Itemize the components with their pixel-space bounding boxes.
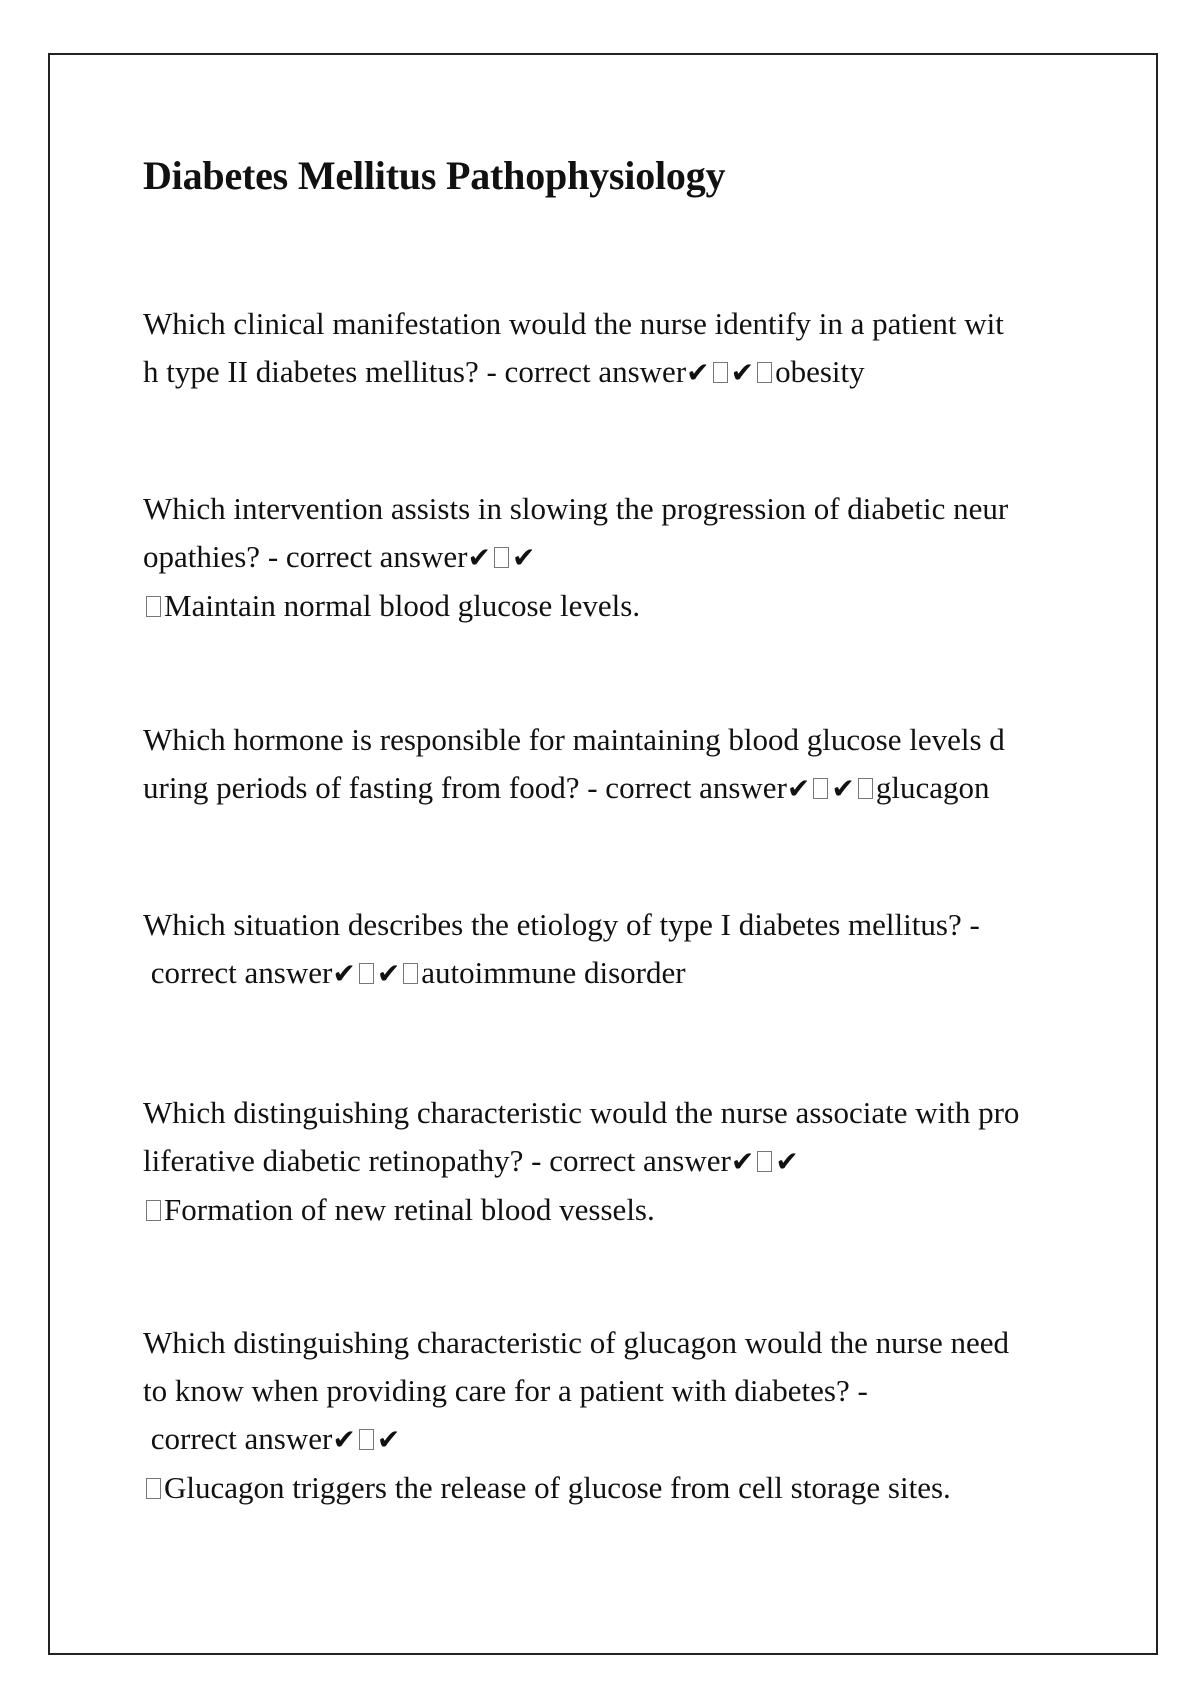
qa-text: Which hormone is responsible for maintaining blood glucose levels d [143, 722, 1005, 757]
qa-item-6 [143, 1319, 1063, 1512]
answer-text: obesity [775, 354, 865, 389]
qa-text: Glucagon triggers the release of glucose from cell storage sites. [164, 1470, 951, 1505]
placeholder-box [757, 1151, 772, 1172]
qa-line [143, 949, 1063, 998]
qa-line [143, 1367, 1063, 1415]
qa-line [143, 764, 1063, 813]
qa-line [143, 1415, 1063, 1464]
checkmark-icon: ✔ [376, 957, 401, 990]
answer-text: glucagon [875, 770, 990, 805]
checkmark-icon: ✔ [730, 356, 755, 389]
qa-line [143, 1186, 1063, 1234]
qa-item-1 [143, 300, 1063, 397]
qa-line [143, 1464, 1063, 1512]
answer-text: autoimmune disorder [421, 955, 686, 990]
qa-text: Maintain normal blood glucose levels. [164, 588, 641, 623]
qa-item-2 [143, 485, 1063, 630]
qa-line [143, 300, 1063, 348]
qa-text: Which intervention assists in slowing the progression of diabetic neur [143, 491, 1009, 526]
qa-text: Which distinguishing characteristic of glucagon would the nurse need [143, 1325, 1010, 1360]
qa-text: Which situation describes the etiology of type I diabetes mellitus? - [143, 907, 980, 942]
checkmark-icon: ✔ [730, 1145, 755, 1178]
placeholder-box [813, 778, 828, 799]
checkmark-icon: ✔ [686, 356, 710, 389]
qa-line [143, 901, 1063, 949]
placeholder-box [757, 362, 772, 383]
qa-text: correct answer [143, 1421, 333, 1456]
placeholder-box [146, 1200, 161, 1221]
qa-line [143, 716, 1063, 764]
placeholder-box [359, 963, 374, 984]
checkmark-icon: ✔ [332, 957, 356, 990]
qa-line [143, 1319, 1063, 1367]
checkmark-icon: ✔ [467, 541, 491, 574]
placeholder-box [403, 963, 418, 984]
placeholder-box [146, 1478, 161, 1499]
qa-text: Formation of new retinal blood vessels. [164, 1192, 655, 1227]
qa-item-3 [143, 716, 1063, 813]
checkmark-icon: ✔ [786, 772, 811, 805]
checkmark-icon: ✔ [511, 541, 536, 574]
placeholder-box [359, 1429, 374, 1450]
qa-text: correct answer [143, 955, 333, 990]
qa-text: Which clinical manifestation would the nurse identify in a patient wit [143, 306, 1004, 341]
qa-text: liferative diabetic retinopathy? - correct answer [143, 1143, 731, 1178]
qa-line [143, 533, 1063, 582]
checkmark-icon: ✔ [376, 1423, 401, 1456]
checkmark-icon: ✔ [332, 1423, 356, 1456]
qa-text: uring periods of fasting from food? - correct answer [143, 770, 787, 805]
placeholder-box [146, 596, 161, 617]
placeholder-box [858, 778, 873, 799]
qa-line [143, 1089, 1063, 1137]
qa-line [143, 348, 1063, 397]
document-title: Diabetes Mellitus Pathophysiology [143, 153, 726, 198]
qa-item-5 [143, 1089, 1063, 1234]
qa-line [143, 1137, 1063, 1186]
placeholder-box [494, 547, 509, 568]
qa-text: opathies? - correct answer [143, 539, 468, 574]
checkmark-icon: ✔ [775, 1145, 799, 1178]
qa-line [143, 582, 1063, 630]
qa-text: Which distinguishing characteristic would the nurse associate with pro [143, 1095, 1020, 1130]
qa-line [143, 485, 1063, 533]
placeholder-box [713, 362, 728, 383]
qa-item-4 [143, 901, 1063, 998]
checkmark-icon: ✔ [831, 772, 855, 805]
qa-text: to know when providing care for a patient with diabetes? - [143, 1373, 868, 1408]
qa-text: h type II diabetes mellitus? - correct answer [143, 354, 687, 389]
